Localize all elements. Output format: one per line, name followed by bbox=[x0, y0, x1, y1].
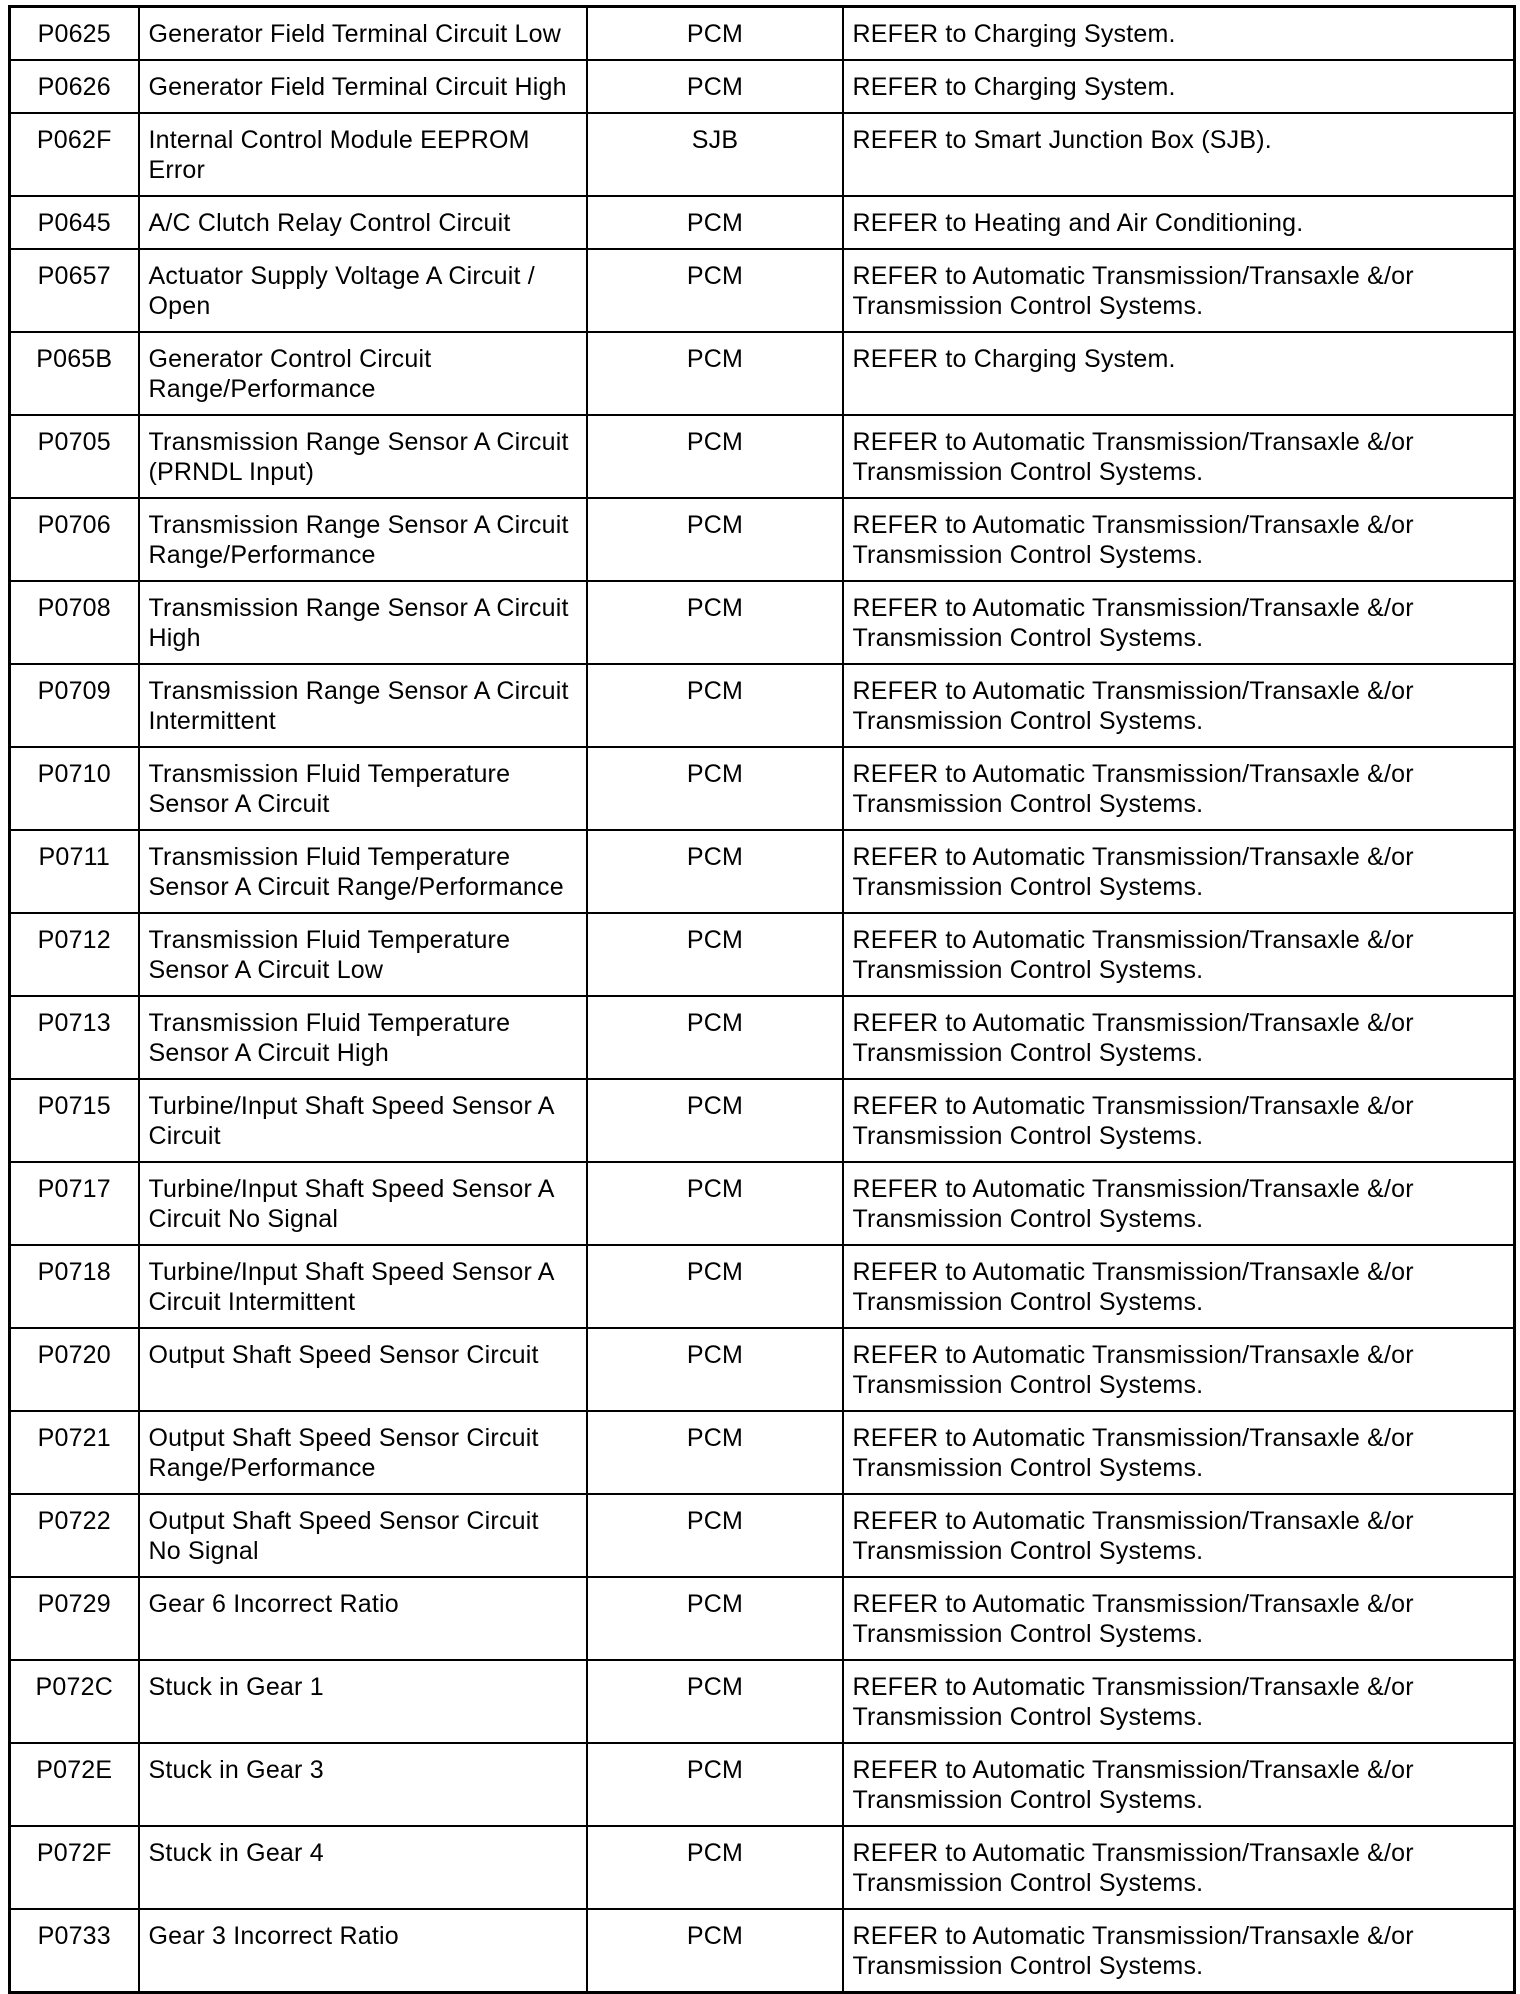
dtc-code-cell: P0625 bbox=[10, 7, 139, 61]
action-cell: REFER to Automatic Transmission/Transaxle &/or Transmission Control Systems. bbox=[843, 249, 1515, 332]
description-cell: Generator Control Circuit Range/Performance bbox=[139, 332, 587, 415]
description-cell: Stuck in Gear 1 bbox=[139, 1660, 587, 1743]
action-cell: REFER to Automatic Transmission/Transaxle &/or Transmission Control Systems. bbox=[843, 913, 1515, 996]
module-cell: PCM bbox=[587, 196, 843, 249]
action-cell: REFER to Heating and Air Conditioning. bbox=[843, 196, 1515, 249]
dtc-code-cell: P0706 bbox=[10, 498, 139, 581]
action-cell: REFER to Automatic Transmission/Transaxle &/or Transmission Control Systems. bbox=[843, 1660, 1515, 1743]
description-cell: Gear 3 Incorrect Ratio bbox=[139, 1909, 587, 1993]
table-row bbox=[10, 7, 1515, 61]
action-cell: REFER to Charging System. bbox=[843, 7, 1515, 61]
dtc-code-cell: P065B bbox=[10, 332, 139, 415]
dtc-code-cell: P0733 bbox=[10, 1909, 139, 1993]
action-cell: REFER to Automatic Transmission/Transaxle &/or Transmission Control Systems. bbox=[843, 830, 1515, 913]
module-cell: PCM bbox=[587, 60, 843, 113]
description-cell: Generator Field Terminal Circuit Low bbox=[139, 7, 587, 61]
dtc-code-cell: P0718 bbox=[10, 1245, 139, 1328]
table-row bbox=[10, 1577, 1515, 1660]
description-cell: Transmission Fluid Temperature Sensor A Circuit High bbox=[139, 996, 587, 1079]
module-cell: PCM bbox=[587, 830, 843, 913]
module-cell: PCM bbox=[587, 1079, 843, 1162]
module-cell: PCM bbox=[587, 1743, 843, 1826]
description-cell: Output Shaft Speed Sensor Circuit No Signal bbox=[139, 1494, 587, 1577]
action-cell: REFER to Automatic Transmission/Transaxle &/or Transmission Control Systems. bbox=[843, 996, 1515, 1079]
action-cell: REFER to Charging System. bbox=[843, 332, 1515, 415]
dtc-code-cell: P0708 bbox=[10, 581, 139, 664]
dtc-code-cell: P072E bbox=[10, 1743, 139, 1826]
description-cell: Transmission Fluid Temperature Sensor A Circuit bbox=[139, 747, 587, 830]
action-cell: REFER to Automatic Transmission/Transaxle &/or Transmission Control Systems. bbox=[843, 1909, 1515, 1993]
dtc-code-cell: P0705 bbox=[10, 415, 139, 498]
module-cell: PCM bbox=[587, 498, 843, 581]
action-cell: REFER to Automatic Transmission/Transaxle &/or Transmission Control Systems. bbox=[843, 415, 1515, 498]
action-cell: REFER to Charging System. bbox=[843, 60, 1515, 113]
description-cell: Transmission Fluid Temperature Sensor A Circuit Low bbox=[139, 913, 587, 996]
description-cell: Turbine/Input Shaft Speed Sensor A Circuit No Signal bbox=[139, 1162, 587, 1245]
description-cell: Transmission Range Sensor A Circuit Intermittent bbox=[139, 664, 587, 747]
table-row bbox=[10, 581, 1515, 664]
description-cell: Stuck in Gear 3 bbox=[139, 1743, 587, 1826]
dtc-code-cell: P0709 bbox=[10, 664, 139, 747]
table-row bbox=[10, 1909, 1515, 1993]
table-row bbox=[10, 415, 1515, 498]
dtc-code-cell: P0626 bbox=[10, 60, 139, 113]
module-cell: PCM bbox=[587, 996, 843, 1079]
dtc-code-cell: P0710 bbox=[10, 747, 139, 830]
table-row bbox=[10, 1494, 1515, 1577]
module-cell: PCM bbox=[587, 913, 843, 996]
dtc-code-cell: P0715 bbox=[10, 1079, 139, 1162]
action-cell: REFER to Automatic Transmission/Transaxle &/or Transmission Control Systems. bbox=[843, 498, 1515, 581]
dtc-code-cell: P0720 bbox=[10, 1328, 139, 1411]
table-row bbox=[10, 249, 1515, 332]
description-cell: Transmission Range Sensor A Circuit High bbox=[139, 581, 587, 664]
action-cell: REFER to Automatic Transmission/Transaxle &/or Transmission Control Systems. bbox=[843, 1494, 1515, 1577]
table-row bbox=[10, 996, 1515, 1079]
action-cell: REFER to Smart Junction Box (SJB). bbox=[843, 113, 1515, 196]
table-row bbox=[10, 196, 1515, 249]
table-row bbox=[10, 332, 1515, 415]
description-cell: A/C Clutch Relay Control Circuit bbox=[139, 196, 587, 249]
module-cell: PCM bbox=[587, 1328, 843, 1411]
action-cell: REFER to Automatic Transmission/Transaxle &/or Transmission Control Systems. bbox=[843, 1577, 1515, 1660]
action-cell: REFER to Automatic Transmission/Transaxle &/or Transmission Control Systems. bbox=[843, 1245, 1515, 1328]
description-cell: Generator Field Terminal Circuit High bbox=[139, 60, 587, 113]
dtc-code-cell: P062F bbox=[10, 113, 139, 196]
module-cell: PCM bbox=[587, 7, 843, 61]
dtc-table bbox=[8, 5, 1516, 1994]
action-cell: REFER to Automatic Transmission/Transaxle &/or Transmission Control Systems. bbox=[843, 1411, 1515, 1494]
description-cell: Output Shaft Speed Sensor Circuit Range/Performance bbox=[139, 1411, 587, 1494]
module-cell: PCM bbox=[587, 1826, 843, 1909]
module-cell: PCM bbox=[587, 1494, 843, 1577]
action-cell: REFER to Automatic Transmission/Transaxle &/or Transmission Control Systems. bbox=[843, 1826, 1515, 1909]
module-cell: PCM bbox=[587, 1577, 843, 1660]
table-row bbox=[10, 1162, 1515, 1245]
action-cell: REFER to Automatic Transmission/Transaxle &/or Transmission Control Systems. bbox=[843, 1328, 1515, 1411]
module-cell: PCM bbox=[587, 415, 843, 498]
description-cell: Transmission Fluid Temperature Sensor A Circuit Range/Performance bbox=[139, 830, 587, 913]
module-cell: PCM bbox=[587, 1660, 843, 1743]
table-row bbox=[10, 747, 1515, 830]
dtc-code-cell: P0729 bbox=[10, 1577, 139, 1660]
action-cell: REFER to Automatic Transmission/Transaxle &/or Transmission Control Systems. bbox=[843, 581, 1515, 664]
dtc-code-cell: P0721 bbox=[10, 1411, 139, 1494]
table-row bbox=[10, 1245, 1515, 1328]
description-cell: Transmission Range Sensor A Circuit (PRNDL Input) bbox=[139, 415, 587, 498]
action-cell: REFER to Automatic Transmission/Transaxle &/or Transmission Control Systems. bbox=[843, 1743, 1515, 1826]
dtc-code-cell: P0713 bbox=[10, 996, 139, 1079]
dtc-code-cell: P0657 bbox=[10, 249, 139, 332]
module-cell: SJB bbox=[587, 113, 843, 196]
dtc-code-cell: P0711 bbox=[10, 830, 139, 913]
table-row bbox=[10, 1328, 1515, 1411]
module-cell: PCM bbox=[587, 581, 843, 664]
table-row bbox=[10, 664, 1515, 747]
table-row bbox=[10, 1743, 1515, 1826]
table-row bbox=[10, 913, 1515, 996]
module-cell: PCM bbox=[587, 249, 843, 332]
table-row bbox=[10, 60, 1515, 113]
description-cell: Output Shaft Speed Sensor Circuit bbox=[139, 1328, 587, 1411]
module-cell: PCM bbox=[587, 1909, 843, 1993]
action-cell: REFER to Automatic Transmission/Transaxle &/or Transmission Control Systems. bbox=[843, 664, 1515, 747]
dtc-table-body bbox=[10, 7, 1515, 1993]
action-cell: REFER to Automatic Transmission/Transaxle &/or Transmission Control Systems. bbox=[843, 1079, 1515, 1162]
description-cell: Gear 6 Incorrect Ratio bbox=[139, 1577, 587, 1660]
description-cell: Actuator Supply Voltage A Circuit / Open bbox=[139, 249, 587, 332]
description-cell: Stuck in Gear 4 bbox=[139, 1826, 587, 1909]
module-cell: PCM bbox=[587, 1411, 843, 1494]
module-cell: PCM bbox=[587, 332, 843, 415]
table-row bbox=[10, 1826, 1515, 1909]
description-cell: Transmission Range Sensor A Circuit Range/Performance bbox=[139, 498, 587, 581]
module-cell: PCM bbox=[587, 664, 843, 747]
module-cell: PCM bbox=[587, 1162, 843, 1245]
description-cell: Turbine/Input Shaft Speed Sensor A Circuit bbox=[139, 1079, 587, 1162]
dtc-code-cell: P0712 bbox=[10, 913, 139, 996]
dtc-code-cell: P0722 bbox=[10, 1494, 139, 1577]
table-row bbox=[10, 1660, 1515, 1743]
module-cell: PCM bbox=[587, 1245, 843, 1328]
description-cell: Internal Control Module EEPROM Error bbox=[139, 113, 587, 196]
description-cell: Turbine/Input Shaft Speed Sensor A Circuit Intermittent bbox=[139, 1245, 587, 1328]
module-cell: PCM bbox=[587, 747, 843, 830]
table-row bbox=[10, 830, 1515, 913]
table-row bbox=[10, 498, 1515, 581]
dtc-code-cell: P072C bbox=[10, 1660, 139, 1743]
dtc-code-cell: P072F bbox=[10, 1826, 139, 1909]
action-cell: REFER to Automatic Transmission/Transaxle &/or Transmission Control Systems. bbox=[843, 747, 1515, 830]
action-cell: REFER to Automatic Transmission/Transaxle &/or Transmission Control Systems. bbox=[843, 1162, 1515, 1245]
dtc-code-cell: P0717 bbox=[10, 1162, 139, 1245]
table-row bbox=[10, 1079, 1515, 1162]
table-row bbox=[10, 113, 1515, 196]
table-row bbox=[10, 1411, 1515, 1494]
dtc-code-cell: P0645 bbox=[10, 196, 139, 249]
